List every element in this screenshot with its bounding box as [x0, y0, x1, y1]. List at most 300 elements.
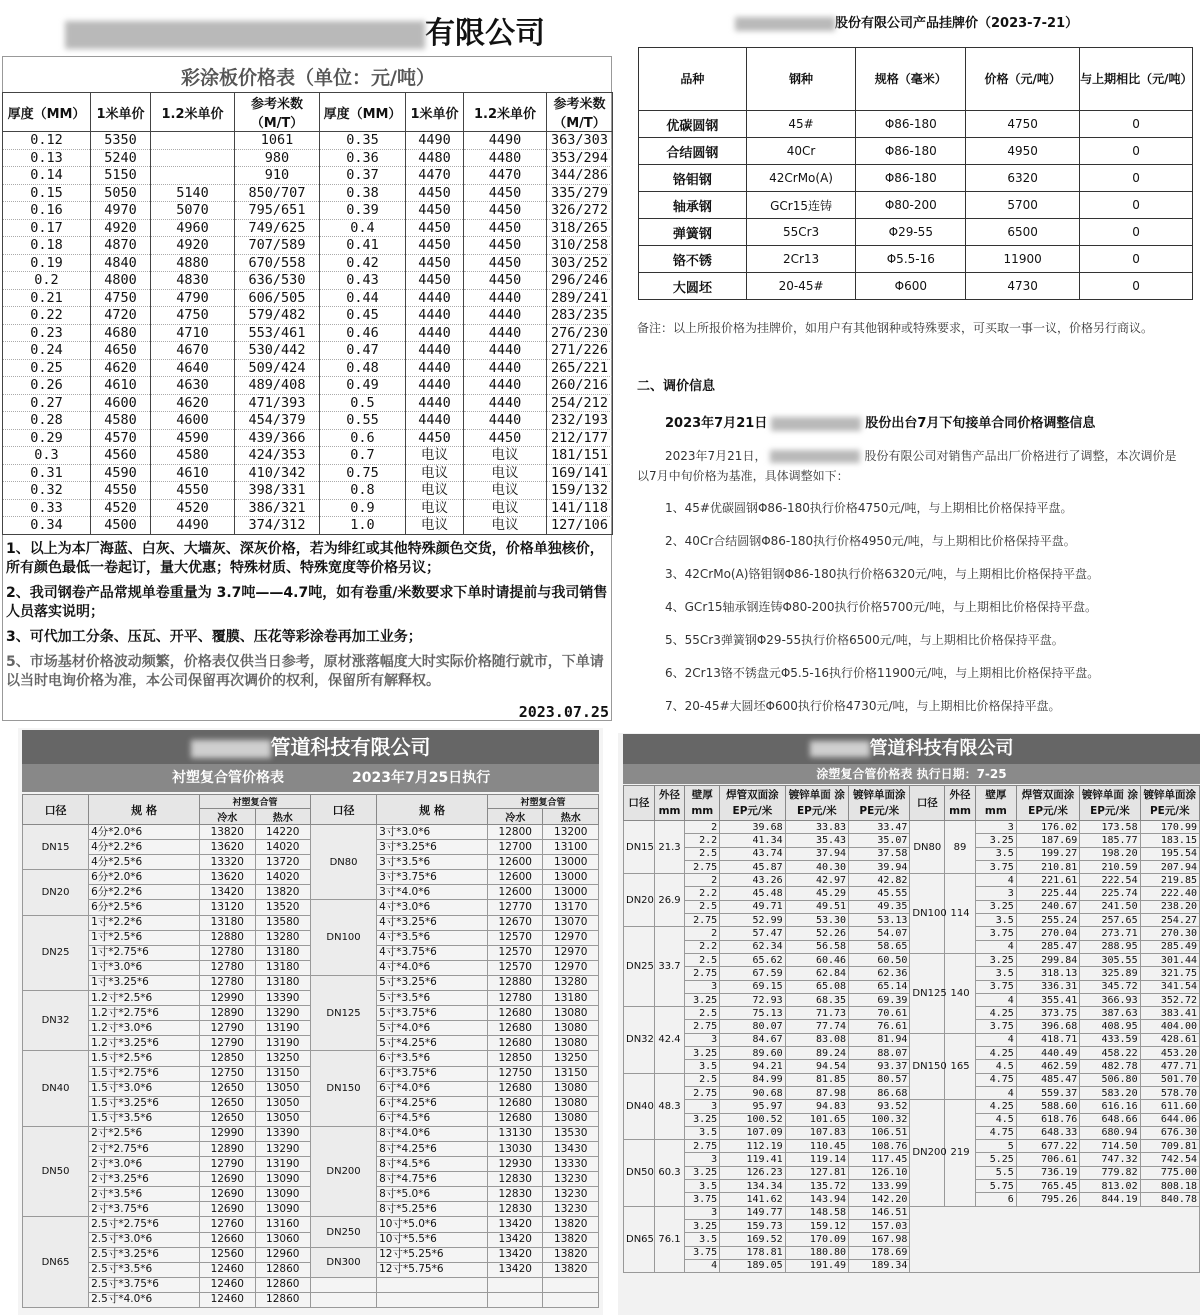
- price-cell: 714.50: [1080, 1140, 1140, 1153]
- price-cell: 106.51: [849, 1126, 910, 1139]
- cold-price-cell: 13030: [488, 1141, 543, 1156]
- caliber-cell: DN25: [23, 915, 89, 990]
- spec-cell: 8寸*4.75*6: [377, 1172, 488, 1187]
- hot-price-cell: 13230: [543, 1202, 599, 1217]
- table-subtitle-bar: [22, 764, 599, 792]
- table-row: [3, 237, 613, 255]
- spec-cell: 10寸*5.0*6: [377, 1217, 488, 1232]
- cold-price-cell: 12760: [200, 1217, 255, 1232]
- price-cell: 65.62: [720, 953, 785, 966]
- column-header: 1米单价: [91, 93, 151, 132]
- hot-price-cell: 13190: [255, 1157, 310, 1172]
- cold-price-cell: 13420: [488, 1232, 543, 1247]
- table-cell: 4440: [406, 342, 464, 360]
- table-cell: 303/252: [547, 254, 613, 272]
- hot-price-cell: 13190: [255, 1036, 310, 1051]
- spec-cell: 4分*2.0*6: [89, 825, 200, 840]
- table-cell: Φ86-180: [856, 111, 966, 138]
- table-cell: 4730: [966, 273, 1080, 300]
- table-cell: 4450: [464, 272, 547, 290]
- column-header: 镀锌单面 涂EP元/米: [785, 786, 848, 821]
- hot-price-cell: 13250: [255, 1051, 310, 1066]
- wall-thickness-cell: 2.5: [685, 1007, 720, 1020]
- product-name: 弹簧钢: [639, 219, 747, 246]
- price-cell: 84.99: [720, 1073, 785, 1086]
- hot-price-cell: 13050: [255, 1096, 310, 1111]
- table-row: [3, 184, 613, 202]
- table-header-row: [3, 93, 613, 132]
- table-cell: 电议: [406, 464, 464, 482]
- table-cell: 4450: [406, 184, 464, 202]
- price-cell: 100.32: [849, 1113, 910, 1126]
- table-cell: 5700: [966, 192, 1080, 219]
- price-cell: 35.43: [785, 834, 848, 847]
- hot-price-cell: 12960: [255, 1247, 310, 1262]
- price-cell: 86.68: [849, 1086, 910, 1099]
- table-cell: 4880: [151, 254, 235, 272]
- column-header: 1.2米单价: [151, 93, 235, 132]
- spec-cell: 4寸*3.25*6: [377, 915, 488, 930]
- table-cell: 4840: [91, 254, 151, 272]
- company-banner: [623, 734, 1200, 764]
- column-header: 参考米数（M/T）: [547, 93, 613, 132]
- price-cell: 133.99: [849, 1180, 910, 1193]
- cold-price-cell: 12460: [200, 1292, 255, 1307]
- wall-thickness-cell: 4: [975, 940, 1016, 953]
- table-cell: 4750: [151, 307, 235, 325]
- price-cell: 736.19: [1016, 1166, 1079, 1179]
- price-cell: 345.72: [1080, 980, 1140, 993]
- spec-cell: 2寸*2.75*6: [89, 1141, 200, 1156]
- caliber-header: 口径: [310, 795, 376, 825]
- wall-thickness-cell: 3: [975, 887, 1016, 900]
- wall-thickness-cell: 3: [975, 821, 1016, 834]
- spec-cell: 2寸*2.5*6: [89, 1126, 200, 1141]
- hot-price-cell: 12860: [255, 1262, 310, 1277]
- cold-price-cell: 12680: [488, 1006, 543, 1021]
- empty-cell: [543, 1277, 599, 1292]
- table-cell: 4570: [91, 429, 151, 447]
- price-cell: 77.74: [785, 1020, 848, 1033]
- color-steel-price-table: [2, 92, 613, 535]
- caliber-cell: DN32: [624, 1007, 655, 1073]
- spec-cell: 2寸*3.5*6: [89, 1187, 200, 1202]
- cold-price-cell: 13420: [488, 1247, 543, 1262]
- table-cell: 489/408: [235, 377, 320, 395]
- wall-thickness-cell: 3.5: [685, 1126, 720, 1139]
- table-cell: 4450: [406, 219, 464, 237]
- cold-price-cell: 12850: [488, 1051, 543, 1066]
- table-cell: Φ29-55: [856, 219, 966, 246]
- price-cell: 76.61: [849, 1020, 910, 1033]
- table-cell: 4440: [406, 324, 464, 342]
- price-cell: 240.67: [1016, 900, 1079, 913]
- hot-price-cell: 13080: [543, 1036, 599, 1051]
- table-row: [3, 219, 613, 237]
- table-cell: 4490: [406, 132, 464, 150]
- cold-price-cell: 12460: [200, 1277, 255, 1292]
- table-cell: 0.29: [3, 429, 91, 447]
- column-header: 外径 mm: [945, 786, 976, 821]
- cold-price-cell: 13130: [488, 1126, 543, 1141]
- cold-price-cell: 12560: [200, 1247, 255, 1262]
- table-cell: 326/272: [547, 202, 613, 220]
- wall-thickness-cell: 2.75: [685, 914, 720, 927]
- cold-price-cell: 12600: [488, 885, 543, 900]
- cold-price-cell: 12700: [488, 840, 543, 855]
- coated-pipe-price-table: [623, 785, 1200, 1273]
- price-cell: 142.20: [849, 1193, 910, 1206]
- price-cell: 321.75: [1140, 967, 1199, 980]
- table-cell: 0.18: [3, 237, 91, 255]
- table-cell: 265/221: [547, 359, 613, 377]
- table-cell: [151, 149, 235, 167]
- price-cell: 95.97: [720, 1100, 785, 1113]
- price-cell: 482.78: [1080, 1060, 1140, 1073]
- price-cell: 93.52: [849, 1100, 910, 1113]
- table-cell: 0.46: [320, 324, 406, 342]
- table-cell: 4440: [406, 289, 464, 307]
- price-cell: 618.76: [1016, 1113, 1079, 1126]
- cold-water-header: 冷水: [200, 809, 255, 825]
- table-cell: 4450: [406, 272, 464, 290]
- redacted-company-name: [735, 17, 835, 31]
- wall-thickness-cell: 3: [685, 980, 720, 993]
- price-cell: 506.80: [1080, 1073, 1140, 1086]
- table-cell: 910: [235, 167, 320, 185]
- price-cell: 210.59: [1080, 860, 1140, 873]
- price-cell: 559.37: [1016, 1086, 1079, 1099]
- table-cell: 181/151: [547, 447, 613, 465]
- price-cell: 127.81: [785, 1166, 848, 1179]
- spec-cell: 6分*2.2*6: [89, 885, 200, 900]
- price-cell: 352.72: [1140, 993, 1199, 1006]
- table-cell: 0.34: [3, 517, 91, 535]
- caliber-cell: DN65: [624, 1206, 655, 1272]
- table-cell: [151, 167, 235, 185]
- wall-thickness-cell: 3.5: [685, 1180, 720, 1193]
- cold-price-cell: 12680: [488, 1021, 543, 1036]
- cold-price-cell: 12670: [488, 915, 543, 930]
- price-cell: 72.93: [720, 993, 785, 1006]
- table-cell: 636/530: [235, 272, 320, 290]
- hot-price-cell: 13520: [255, 900, 310, 915]
- hot-price-cell: 12860: [255, 1292, 310, 1307]
- table-cell: 4670: [151, 342, 235, 360]
- hot-price-cell: 13820: [255, 885, 310, 900]
- table-cell: 0.27: [3, 394, 91, 412]
- hot-price-cell: 12860: [255, 1277, 310, 1292]
- wall-thickness-cell: 2.2: [685, 887, 720, 900]
- price-cell: 813.02: [1080, 1180, 1140, 1193]
- table-cell: 电议: [406, 482, 464, 500]
- hot-price-cell: 13000: [543, 870, 599, 885]
- wall-thickness-cell: 5.25: [975, 1153, 1016, 1166]
- cold-price-cell: 12880: [200, 930, 255, 945]
- table-row: [3, 289, 613, 307]
- wall-thickness-cell: 3.75: [975, 1020, 1016, 1033]
- table-cell: 电议: [406, 499, 464, 517]
- table-cell: 4520: [91, 499, 151, 517]
- hot-price-cell: 13150: [255, 1066, 310, 1081]
- price-cell: 100.52: [720, 1113, 785, 1126]
- table-cell: 电议: [464, 464, 547, 482]
- table-cell: 5070: [151, 202, 235, 220]
- table-cell: 4560: [91, 447, 151, 465]
- hot-price-cell: 13230: [543, 1187, 599, 1202]
- table-cell: 363/303: [547, 132, 613, 150]
- table-cell: 4800: [91, 272, 151, 290]
- hot-price-cell: 13820: [543, 1247, 599, 1262]
- spec-cell: 4寸*4.0*6: [377, 960, 488, 975]
- spec-cell: 2.5寸*3.5*6: [89, 1262, 200, 1277]
- table-cell: 4480: [406, 149, 464, 167]
- cold-price-cell: 12600: [488, 870, 543, 885]
- spec-cell: 6寸*4.25*6: [377, 1096, 488, 1111]
- wall-thickness-cell: 4.25: [975, 1100, 1016, 1113]
- price-cell: 119.14: [785, 1153, 848, 1166]
- table-row: [639, 138, 1193, 165]
- hot-price-cell: 13060: [255, 1232, 310, 1247]
- wall-thickness-cell: 2.2: [685, 940, 720, 953]
- table-cell: 386/321: [235, 499, 320, 517]
- table-cell: 4440: [464, 307, 547, 325]
- cold-price-cell: 12770: [488, 900, 543, 915]
- table-header-row: [23, 795, 599, 809]
- price-cell: 241.50: [1080, 900, 1140, 913]
- price-cell: 222.40: [1140, 887, 1199, 900]
- price-cell: 146.51: [849, 1206, 910, 1219]
- spec-cell: 3寸*3.0*6: [377, 825, 488, 840]
- column-header: 焊管双面涂 EP元/米: [1016, 786, 1079, 821]
- cold-price-cell: 13420: [200, 885, 255, 900]
- spec-cell: 1寸*2.2*6: [89, 915, 200, 930]
- table-cell: 4440: [464, 324, 547, 342]
- table-cell: Φ5.5-16: [856, 246, 966, 273]
- table-cell: 0.36: [320, 149, 406, 167]
- outer-diameter-cell: 165: [945, 1033, 976, 1099]
- table-row: [23, 1217, 599, 1232]
- caliber-cell: DN125: [910, 953, 945, 1033]
- price-cell: 373.75: [1016, 1007, 1079, 1020]
- caliber-cell: DN80: [910, 821, 945, 874]
- hot-price-cell: 13190: [255, 1021, 310, 1036]
- table-cell: 4550: [91, 482, 151, 500]
- column-header: 厚度（MM）: [3, 93, 91, 132]
- price-cell: 80.57: [849, 1073, 910, 1086]
- table-cell: 398/331: [235, 482, 320, 500]
- price-cell: 89.60: [720, 1047, 785, 1060]
- cold-price-cell: 13120: [200, 900, 255, 915]
- price-cell: 52.99: [720, 914, 785, 927]
- table-cell: 4440: [406, 412, 464, 430]
- spec-cell: 6寸*3.75*6: [377, 1066, 488, 1081]
- note-item: 3、可代加工分条、压瓦、开平、覆膜、压花等彩涂卷再加工业务；: [6, 629, 422, 645]
- price-cell: 366.93: [1080, 993, 1140, 1006]
- lined-pipe-header: 衬塑复合管: [200, 795, 311, 809]
- hot-price-cell: 13250: [543, 1051, 599, 1066]
- table-cell: 141/118: [547, 499, 613, 517]
- table-cell: 4450: [406, 254, 464, 272]
- price-cell: 458.22: [1080, 1047, 1140, 1060]
- price-cell: 198.20: [1080, 847, 1140, 860]
- price-cell: 119.41: [720, 1153, 785, 1166]
- outer-diameter-cell: 42.4: [654, 1007, 685, 1073]
- spec-cell: 4寸*3.5*6: [377, 930, 488, 945]
- price-cell: 107.83: [785, 1126, 848, 1139]
- spec-cell: 1.5寸*2.75*6: [89, 1066, 200, 1081]
- table-row: [3, 272, 613, 290]
- table-cell: Φ86-180: [856, 138, 966, 165]
- table-cell: 606/505: [235, 289, 320, 307]
- cold-price-cell: 12690: [200, 1202, 255, 1217]
- wall-thickness-cell: 5: [975, 1140, 1016, 1153]
- table-cell: 4450: [464, 202, 547, 220]
- price-cell: 62.36: [849, 967, 910, 980]
- hot-price-cell: 13820: [543, 1217, 599, 1232]
- empty-cell: [910, 1206, 1200, 1272]
- column-header: 钢种: [746, 48, 856, 111]
- table-row: [3, 377, 613, 395]
- table-cell: 509/424: [235, 359, 320, 377]
- spec-cell: 6寸*4.0*6: [377, 1081, 488, 1096]
- table-cell: 5140: [151, 184, 235, 202]
- table-cell: 4720: [91, 307, 151, 325]
- table-cell: 55Cr3: [746, 219, 856, 246]
- table-cell: 4440: [406, 377, 464, 395]
- product-name: 大圆坯: [639, 273, 747, 300]
- hot-price-cell: 13290: [255, 1141, 310, 1156]
- table-row: [23, 825, 599, 840]
- spec-header: 规 格: [89, 795, 200, 825]
- spec-cell: 5寸*3.75*6: [377, 1006, 488, 1021]
- table-cell: 353/294: [547, 149, 613, 167]
- table-cell: 530/442: [235, 342, 320, 360]
- price-cell: 58.65: [849, 940, 910, 953]
- table-cell: 374/312: [235, 517, 320, 535]
- price-cell: 41.34: [720, 834, 785, 847]
- table-row: [3, 149, 613, 167]
- table-row: [3, 447, 613, 465]
- cold-price-cell: 12880: [488, 975, 543, 990]
- price-cell: 222.54: [1080, 874, 1140, 887]
- cold-price-cell: 12790: [200, 1036, 255, 1051]
- section-heading: 二、调价信息: [637, 379, 716, 394]
- price-cell: 49.71: [720, 900, 785, 913]
- adjustment-item: 1、45#优碳圆钢Φ86-180执行价格4750元/吨，与上期相比价格保持平盘。: [665, 501, 1073, 515]
- note-item: 5、市场基材价格波动频繁，价格表仅供当日参考，原材涨落幅度大时实际价格随行就市，下单请以当时电询价格为准，本公司保留再次调价的权利，保留所有解释权。: [6, 654, 604, 689]
- table-cell: 4790: [151, 289, 235, 307]
- adjustment-item: 3、42CrMo(A)铬钼钢Φ86-180执行价格6320元/吨，与上期相比价格保持平盘。: [665, 567, 1100, 581]
- table-cell: 0.13: [3, 149, 91, 167]
- table-subtitle: 涂塑复合管价格表 执行日期：7-25: [623, 764, 1200, 784]
- announcement-intro: [637, 446, 1187, 486]
- table-cell: 1.0: [320, 517, 406, 535]
- caliber-cell: DN200: [310, 1126, 376, 1217]
- price-cell: 383.41: [1140, 1007, 1199, 1020]
- hot-price-cell: 14020: [255, 870, 310, 885]
- price-cell: 45.55: [849, 887, 910, 900]
- wall-thickness-cell: 4: [975, 874, 1016, 887]
- caliber-cell: DN50: [624, 1140, 655, 1206]
- price-cell: 70.61: [849, 1007, 910, 1020]
- column-header: 焊管双面涂 EP元/米: [720, 786, 785, 821]
- listing-heading: [735, 12, 1078, 31]
- price-cell: 39.94: [849, 860, 910, 873]
- table-cell: 4440: [464, 377, 547, 395]
- table-cell: 850/707: [235, 184, 320, 202]
- table-cell: 0: [1080, 192, 1193, 219]
- hot-water-header: 热水: [255, 809, 310, 825]
- price-cell: 80.07: [720, 1020, 785, 1033]
- cold-price-cell: 13320: [200, 855, 255, 870]
- cold-price-cell: 12830: [488, 1187, 543, 1202]
- table-cell: 4440: [464, 412, 547, 430]
- table-cell: 707/589: [235, 237, 320, 255]
- table-cell: 5150: [91, 167, 151, 185]
- spec-header: 规 格: [377, 795, 488, 825]
- price-cell: 578.70: [1140, 1086, 1199, 1099]
- outer-diameter-cell: 48.3: [654, 1073, 685, 1139]
- hot-price-cell: 13090: [255, 1172, 310, 1187]
- table-row: [3, 359, 613, 377]
- table-cell: 795/651: [235, 202, 320, 220]
- table-cell: 212/177: [547, 429, 613, 447]
- price-cell: 221.61: [1016, 874, 1079, 887]
- cold-price-cell: 12800: [488, 825, 543, 840]
- table-cell: 169/141: [547, 464, 613, 482]
- table-row: [639, 192, 1193, 219]
- table-cell: 439/366: [235, 429, 320, 447]
- price-cell: 93.37: [849, 1060, 910, 1073]
- table-cell: 0: [1080, 138, 1193, 165]
- wall-thickness-cell: 2: [685, 927, 720, 940]
- price-cell: 42.82: [849, 874, 910, 887]
- price-cell: 117.45: [849, 1153, 910, 1166]
- spec-cell: 1寸*3.25*6: [89, 975, 200, 990]
- table-row: [639, 273, 1193, 300]
- table-cell: 4600: [151, 412, 235, 430]
- table-cell: 4750: [91, 289, 151, 307]
- wall-thickness-cell: 5.5: [975, 1166, 1016, 1179]
- price-cell: 404.00: [1140, 1020, 1199, 1033]
- caliber-cell: DN20: [23, 870, 89, 915]
- cold-price-cell: 12850: [200, 1051, 255, 1066]
- outer-diameter-cell: 33.7: [654, 927, 685, 1007]
- wall-thickness-cell: 3.75: [975, 980, 1016, 993]
- price-cell: 173.58: [1080, 821, 1140, 834]
- price-cell: 49.35: [849, 900, 910, 913]
- column-header: 镀锌单面涂 PE元/米: [1140, 786, 1199, 821]
- empty-cell: [543, 1292, 599, 1307]
- price-cell: 68.35: [785, 993, 848, 1006]
- cold-price-cell: 12830: [488, 1172, 543, 1187]
- price-cell: 257.65: [1080, 914, 1140, 927]
- hot-price-cell: 13580: [255, 915, 310, 930]
- column-header: 1米单价: [406, 93, 464, 132]
- column-header: 规格（毫米）: [856, 48, 966, 111]
- price-cell: 43.26: [720, 874, 785, 887]
- table-cell: 276/230: [547, 324, 613, 342]
- wall-thickness-cell: 4.25: [975, 1007, 1016, 1020]
- price-cell: 207.94: [1140, 860, 1199, 873]
- price-cell: 167.98: [849, 1233, 910, 1246]
- cold-price-cell: 13180: [200, 915, 255, 930]
- column-header: 镀锌单面 涂EP元/米: [1080, 786, 1140, 821]
- price-cell: 270.30: [1140, 927, 1199, 940]
- price-cell: 65.14: [849, 980, 910, 993]
- spec-cell: 2.5寸*3.0*6: [89, 1232, 200, 1247]
